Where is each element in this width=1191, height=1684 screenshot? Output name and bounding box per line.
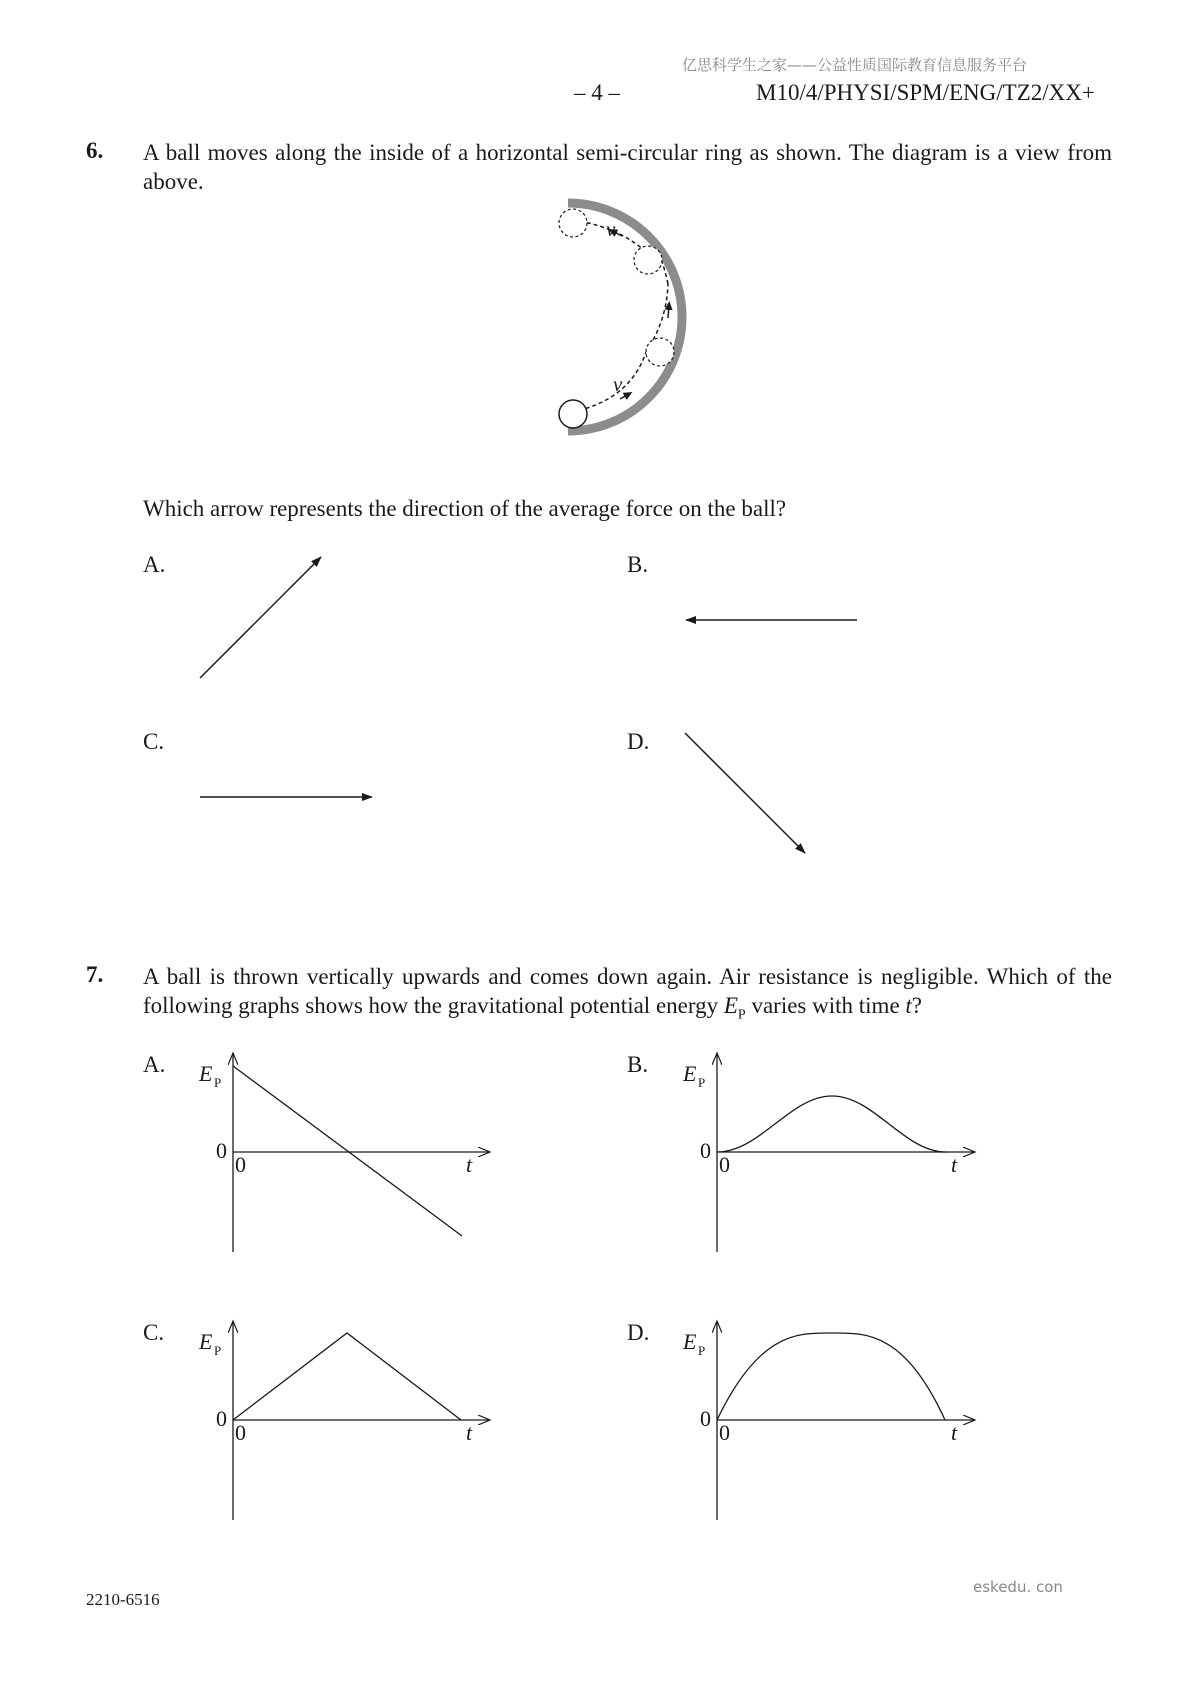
semicircular-ring-diagram <box>540 190 700 450</box>
graph-c-origin-x: 0 <box>235 1420 246 1445</box>
graph-c-y-label: E <box>199 1329 213 1354</box>
q6-option-arrows <box>0 540 1191 870</box>
path-arrow-2 <box>668 305 669 318</box>
question-6-number: 6. <box>86 138 104 163</box>
graph-d-x-label: t <box>951 1420 958 1445</box>
graph-a-x-label: t <box>466 1152 473 1177</box>
graph-d-y-sub: P <box>698 1343 706 1358</box>
ball-ghost-1 <box>646 338 674 366</box>
graph-a-origin-y: 0 <box>216 1138 227 1163</box>
graph-c-x-label: t <box>466 1420 473 1445</box>
graph-a-y-label: E <box>199 1061 213 1086</box>
q6-option-a-label: A. <box>143 552 166 577</box>
q7-graphs <box>0 1040 1191 1530</box>
graph-c-origin-y: 0 <box>216 1406 227 1431</box>
ball-ghost-2 <box>634 246 662 274</box>
graph-d-origin-x: 0 <box>719 1420 730 1445</box>
velocity-label-top: v <box>606 217 616 241</box>
ball-ghost-3 <box>559 209 587 237</box>
q7-option-d-label: D. <box>627 1320 650 1345</box>
graph-c <box>198 1321 490 1520</box>
graph-a <box>198 1053 490 1252</box>
graph-c-y-sub: P <box>214 1343 222 1358</box>
footer-watermark: eskedu. con <box>973 1578 1063 1596</box>
q6-option-b-label: B. <box>627 552 649 577</box>
graph-b-curve <box>717 1096 946 1152</box>
velocity-label-bottom: v <box>613 372 623 396</box>
q7-option-a-label: A. <box>143 1052 166 1077</box>
option-d-arrow <box>685 733 805 853</box>
footer-code: 2210-6516 <box>86 1590 160 1609</box>
q6-option-d-label: D. <box>627 729 650 754</box>
q7-option-b-label: B. <box>627 1052 649 1077</box>
graph-a-y-sub: P <box>214 1075 222 1090</box>
graph-b-x-label: t <box>951 1152 958 1177</box>
graph-b <box>682 1053 975 1252</box>
question-6-text: A ball moves along the inside of a horizontal semi-circular ring as shown. The diagram is a view from above. <box>143 140 1112 194</box>
graph-c-curve <box>233 1333 461 1420</box>
graph-b-origin-x: 0 <box>719 1152 730 1177</box>
graph-b-origin-y: 0 <box>700 1138 711 1163</box>
question-7-text: A ball is thrown vertically upwards and comes down again. Air resistance is negligible. Which of the following graphs shows how the gravitational potential energy $E_P$ varies with time t? <box>143 964 1112 1023</box>
question-7-number: 7. <box>86 962 104 987</box>
graph-d-origin-y: 0 <box>700 1406 711 1431</box>
paper-code: M10/4/PHYSI/SPM/ENG/TZ2/XX+ <box>756 80 1095 105</box>
graph-a-curve <box>233 1066 462 1236</box>
q7-option-c-label: C. <box>143 1320 165 1345</box>
ball-solid <box>559 400 587 428</box>
page-number: – 4 – <box>574 80 620 105</box>
graph-b-y-label: E <box>683 1061 697 1086</box>
graph-d-curve <box>717 1333 945 1420</box>
graph-d-y-label: E <box>683 1329 697 1354</box>
option-a-arrow <box>200 557 321 678</box>
question-6-prompt: Which arrow represents the direction of the average force on the ball? <box>143 496 787 521</box>
q6-option-c-label: C. <box>143 729 165 754</box>
header-watermark: 亿思科学生之家——公益性质国际教育信息服务平台 <box>682 56 1028 74</box>
graph-b-y-sub: P <box>698 1075 706 1090</box>
graph-d <box>682 1321 975 1520</box>
ball-path-lower <box>572 352 646 412</box>
graph-a-origin-x: 0 <box>235 1152 246 1177</box>
